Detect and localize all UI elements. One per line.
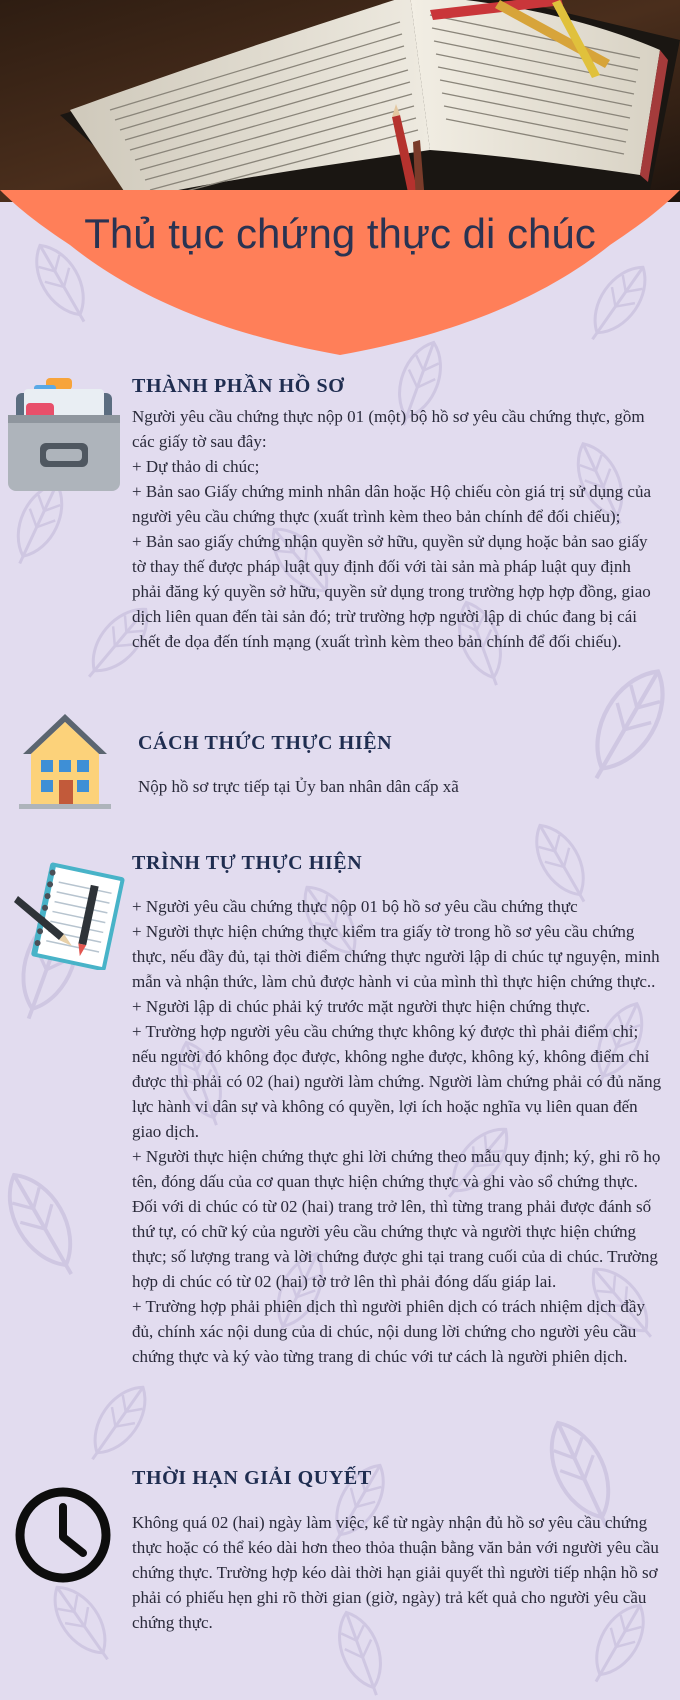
open-book-photo [0, 0, 680, 202]
notebook-pen-icon [14, 862, 128, 970]
paragraph: + Người thực hiện chứng thực kiểm tra giấy tờ trong hồ sơ yêu cầu chứng thực, nếu đầy đủ, tại thời điểm chứng thực người lập di chúc tự nguyện, minh mẫn và nhận thức, làm chủ được hành vi của mình thì thực hiện chứng thực.. [132, 922, 660, 991]
paragraph: + Bản sao Giấy chứng minh nhân dân hoặc Hộ chiếu còn giá trị sử dụng của người yêu cầu chứng thực (xuất trình kèm theo bản chính để đối chiếu); [132, 482, 651, 526]
section-heading-thanh-phan-ho-so: THÀNH PHẦN HỒ SƠ [132, 375, 345, 397]
paragraph: Không quá 02 (hai) ngày làm việc, kể từ ngày nhận đủ hồ sơ yêu cầu chứng thực hoặc có thể kéo dài hơn theo thỏa thuận bằng văn bản với người yêu cầu chứng thực. Trường hợp kéo dài thời hạn giải quyết thì người tiếp nhận hồ sơ phải có phiếu hẹn ghi rõ thời gian (giờ, ngày) trả kết quả cho người yêu cầu chứng thực. [132, 1513, 659, 1632]
clock-icon [13, 1485, 113, 1585]
section-body-thanh-phan-ho-so [132, 404, 662, 654]
paragraph: + Người thực hiện chứng thực ghi lời chứng theo mẫu quy định; ký, ghi rõ họ tên, đóng dấu của cơ quan thực hiện chứng thực và ghi vào sổ chứng thực. Đối với di chúc có từ 02 (hai) trang trở lên, thì từng trang phải được đánh số thứ tự, có chữ ký của người yêu cầu chứng thực và người thực hiện chứng thực; số lượng trang và lời chứng được ghi tại trang cuối của di chúc. Trường hợp di chúc có từ 02 (hai) tờ trở lên thì phải đóng dấu giáp lai. [132, 1147, 661, 1291]
paragraph: Người yêu cầu chứng thực nộp 01 (một) bộ hồ sơ yêu cầu chứng thực, gồm các giấy tờ sau đây: [132, 407, 645, 451]
paragraph: + Bản sao giấy chứng nhận quyền sở hữu, quyền sử dụng hoặc bản sao giấy tờ thay thế được pháp luật quy định đối với tài sản mà pháp luật quy định phải đăng ký quyền sở hữu, quyền sử dụng trong trường hợp hợp đồng, giao dịch liên quan đến tài sản đó; trừ trường hợp người lập di chúc đang bị cái chết đe dọa đến tính mạng (xuất trình kèm theo bản chính để đối chiếu). [132, 532, 651, 651]
section-heading-cach-thuc-thuc-hien: CÁCH THỨC THỰC HIỆN [138, 732, 393, 754]
paragraph: Nộp hồ sơ trực tiếp tại Ủy ban nhân dân cấp xã [138, 777, 459, 796]
house-icon [17, 710, 113, 810]
paragraph: + Trường hợp phải phiên dịch thì người phiên dịch có trách nhiệm dịch đầy đủ, chính xác nội dung của di chúc, nội dung lời chứng cho người yêu cầu chứng thực và ký vào từng trang di chúc với tư cách là người phiên dịch. [132, 1297, 645, 1366]
section-body-trinh-tu-thuc-hien [132, 894, 662, 1369]
page-title: Thủ tục chứng thực di chúc [84, 210, 596, 257]
section-body-cach-thuc-thuc-hien [138, 774, 658, 799]
section-body-thoi-han-giai-quyet [132, 1510, 662, 1635]
file-cabinet-icon [8, 375, 120, 491]
paragraph: + Người lập di chúc phải ký trước mặt người thực hiện chứng thực. [132, 997, 591, 1016]
paragraph: + Trường hợp người yêu cầu chứng thực không ký được thì phải điểm chỉ; nếu người đó không đọc được, không nghe được, không ký, không điểm chỉ được thì phải có 02 (hai) người làm chứng. Người làm chứng phải có đủ năng lực hành vi dân sự và không có quyền, lợi ích hoặc nghĩa vụ liên quan đến giao dịch. [132, 1022, 662, 1141]
section-heading-thoi-han-giai-quyet: THỜI HẠN GIẢI QUYẾT [132, 1467, 372, 1489]
section-heading-trinh-tu-thuc-hien: TRÌNH TỰ THỰC HIỆN [132, 852, 363, 874]
paragraph: + Người yêu cầu chứng thực nộp 01 bộ hồ sơ yêu cầu chứng thực [132, 897, 578, 916]
paragraph: + Dự thảo di chúc; [132, 457, 260, 476]
